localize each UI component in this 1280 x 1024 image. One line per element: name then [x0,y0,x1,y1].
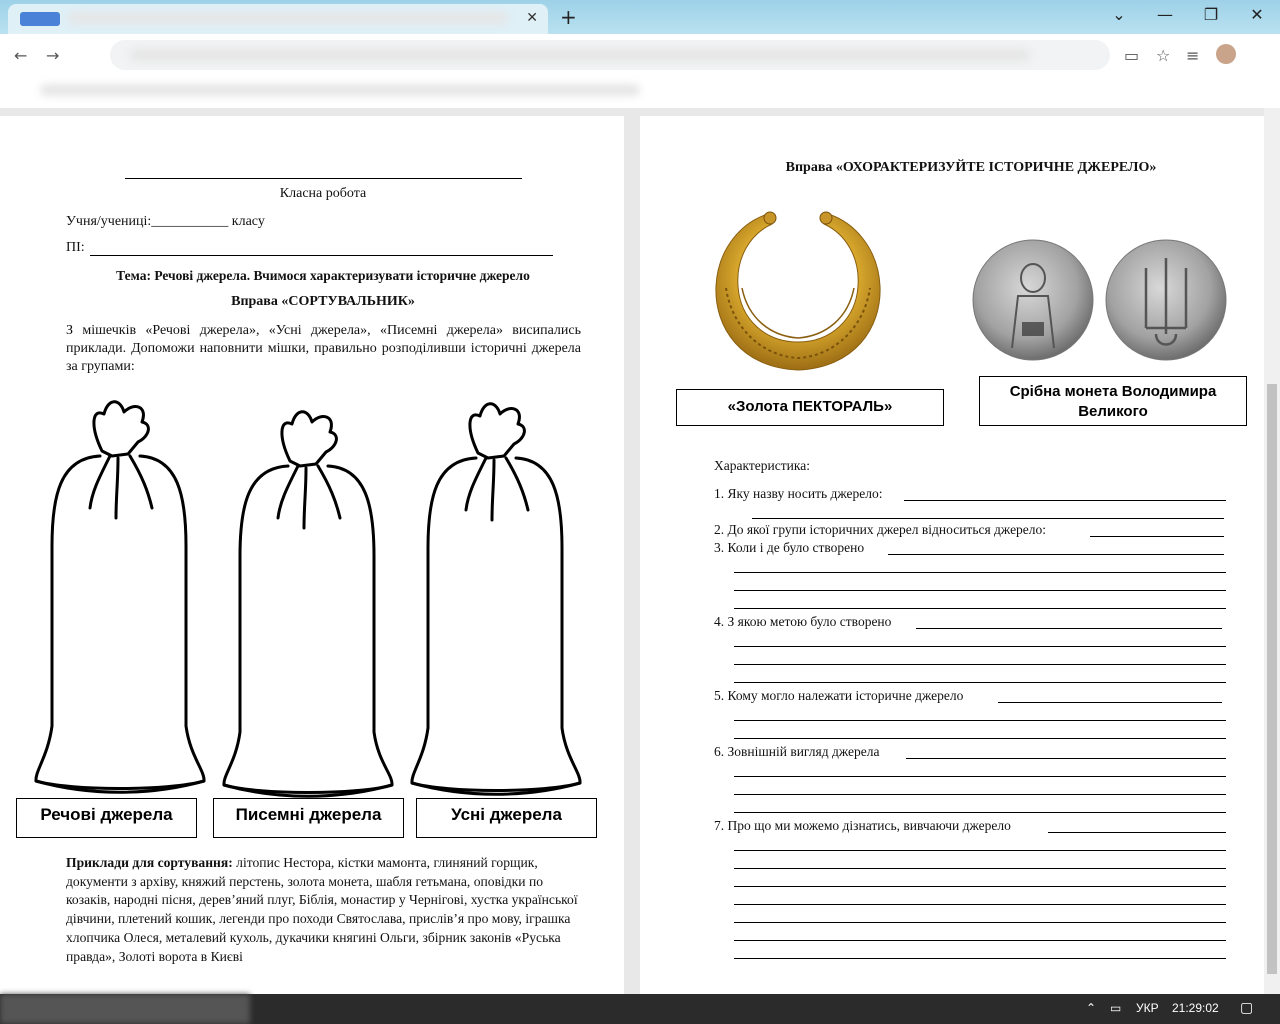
answer-line [734,608,1226,609]
student-line [66,214,265,230]
minimize-button[interactable]: — [1157,5,1173,24]
tab-bar [0,0,1280,34]
pectoral-image [712,208,884,378]
answer-line [734,850,1226,851]
back-icon[interactable]: ← [14,46,28,65]
question-1: 1. Яку назву носить джерело: [714,486,883,501]
answer-line [752,518,1224,519]
answer-line [734,738,1226,739]
tray-chevron-icon[interactable]: ⌃ [1086,1001,1097,1015]
tab-close-icon[interactable]: ✕ [526,10,538,26]
characteristic-label: Характеристика: [714,458,810,473]
new-tab-button[interactable]: + [560,5,577,29]
student-blank: ___________ [151,214,229,229]
answer-line [734,812,1226,813]
clock[interactable]: 21:29:02 [1172,1001,1219,1015]
star-icon[interactable]: ☆ [1156,46,1171,65]
address-field[interactable] [110,40,1110,70]
answer-line [734,682,1226,683]
answer-line [734,868,1226,869]
bag-2-drawing [218,410,398,804]
tab-title-redacted [68,12,508,24]
question-5: 5. Кому могло належати історичне джерело [714,688,964,703]
question-7: 7. Про що ми можемо дізнатись, вивчаючи джерело [714,818,1011,833]
close-window-button[interactable]: ✕ [1250,5,1264,24]
page-gutter [624,108,640,994]
bag-label-oral: Усні джерела [416,798,597,838]
question-2: 2. До якої групи історичних джерел відноситься джерело: [714,522,1047,537]
answer-line [734,572,1226,573]
silver-coin-image [970,238,1230,366]
extension-icon[interactable]: ▭ [1124,46,1140,65]
answer-line [904,500,1226,501]
answer-line [734,664,1226,665]
scrollbar-thumb[interactable] [1267,384,1277,974]
answer-line [734,720,1226,721]
sorting-exercise-title: Вправа «СОРТУВАЛЬНИК» [231,294,415,309]
characterize-exercise-title: Вправа «ОХОРАКТЕРИЗУЙТЕ ІСТОРИЧНЕ ДЖЕРЕЛО» [785,160,1157,175]
taskbar [0,994,1280,1024]
class-label: класу [231,214,265,229]
answer-line [734,646,1226,647]
left-page [0,116,624,994]
answer-line [734,886,1226,887]
coin-label: Срібна монета Володимира Великого [979,376,1247,426]
answer-line [734,794,1226,795]
url-redacted [130,49,1030,61]
notifications-icon[interactable]: ▢ [1240,999,1254,1015]
bookmarks-redacted [40,84,640,96]
answer-line [998,702,1222,703]
student-label: Учня/учениці: [66,214,152,229]
answer-line [734,776,1226,777]
bag-1-drawing [30,396,210,802]
topic: Тема: Речові джерела. Вчимося характеризувати історичне джерело [116,268,530,283]
answer-line [734,940,1226,941]
question-4: 4. З якою метою було створено [714,614,892,629]
answer-line [734,904,1226,905]
bookmarks-bar [0,76,1280,108]
pi-underline [90,255,553,256]
document-viewer [0,108,1280,994]
answer-line [1090,536,1224,537]
pi-label: ПІ: [66,240,85,255]
bag-label-written: Писемні джерела [213,798,404,838]
language-indicator[interactable]: УКР [1136,1001,1159,1015]
network-icon[interactable]: ▭ [1110,1001,1122,1015]
bag-3-drawing [406,398,586,804]
answer-line [734,922,1226,923]
answer-line [906,758,1226,759]
name-underline [125,178,522,179]
examples-paragraph [66,854,582,966]
right-page [640,116,1264,994]
bag-label-material: Речові джерела [16,798,197,838]
pectoral-label: «Золота ПЕКТОРАЛЬ» [676,389,944,426]
menu-icon[interactable]: ≡ [1186,46,1200,65]
question-6: 6. Зовнішній вигляд джерела [714,744,880,759]
answer-line [888,554,1224,555]
answer-line [734,590,1226,591]
answer-line [916,628,1222,629]
restore-button[interactable]: ❐ [1203,5,1219,24]
forward-icon[interactable]: → [46,46,60,65]
tab-search-dropdown-icon[interactable]: ⌄ [1112,5,1126,24]
vertical-scrollbar[interactable] [1264,108,1280,994]
tab-favicon-icon [20,12,60,26]
examples-text: літопис Нестора, кістки мамонта, глиняний горщик, документи з архіву, княжий перстень, золота монета, шабля гетьмана, оповідки по козаків, народні пісня, дерев’яний плуг, Біблія, монастир у Чернігові, хустка української дівчини, плетений кошик, легенди про походи Святослава, прислів’я про мову, іграшка хлопчика Олеся, металевий кухоль, дукачики княгині Ольги, збірник законів «Руська правда», Золоті ворота в Києві [66,855,578,964]
examples-label: Приклади для сортування: [66,855,233,870]
class-work-title: Класна робота [279,186,367,201]
answer-line [1048,832,1226,833]
sorting-instructions: З мішечків «Речові джерела», «Усні джерела», «Писемні джерела» висипались приклади. Допоможи наповнити мішки, правильно розподіливши історичні джерела за групами: [66,323,581,374]
answer-line [734,958,1226,959]
avatar[interactable] [1216,44,1236,64]
browser-tab[interactable] [8,4,548,34]
question-3: 3. Коли і де було створено [714,540,865,555]
taskbar-redacted [0,994,250,1024]
address-bar-row [0,34,1280,76]
